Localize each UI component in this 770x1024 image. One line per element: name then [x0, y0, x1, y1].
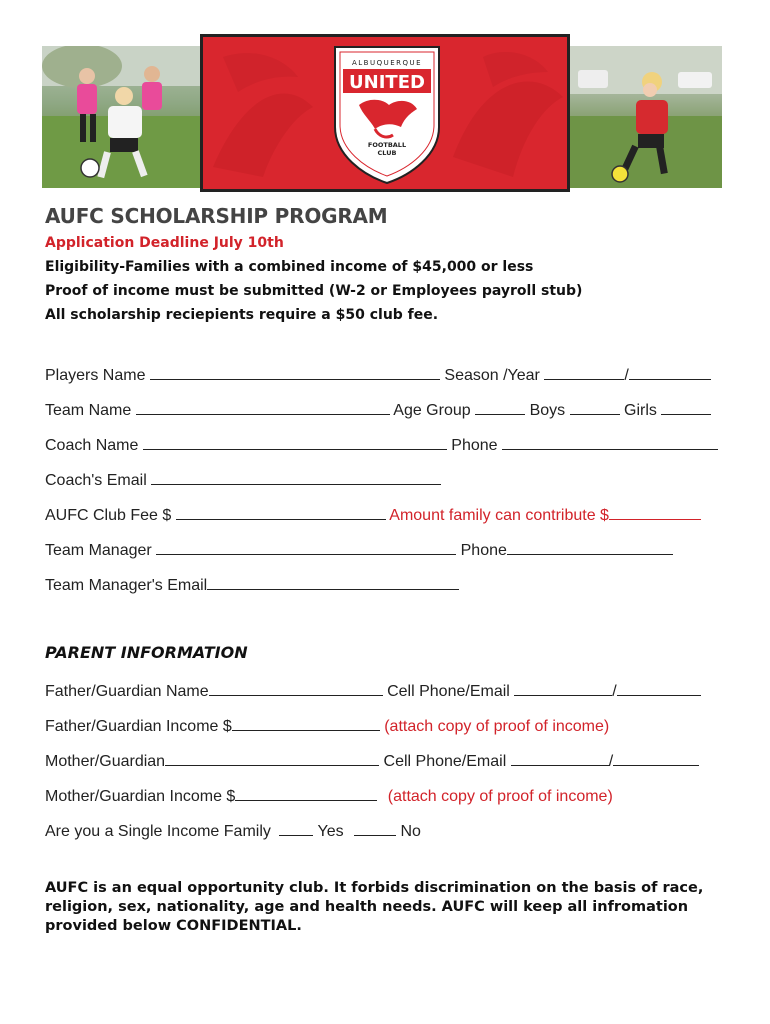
mother-cell-email-slash: / — [608, 753, 614, 770]
team-manager-phone-label: Phone — [460, 542, 507, 559]
girls-field[interactable] — [661, 400, 711, 415]
club-fee-rule: All scholarship reciepients require a $50 club fee. — [45, 307, 439, 323]
boys-field[interactable] — [570, 400, 620, 415]
team-manager-field[interactable] — [156, 540, 456, 555]
players-name-label: Players Name — [45, 367, 146, 384]
club-fee-label: AUFC Club Fee $ — [45, 507, 172, 524]
single-income-yes-label: Yes — [317, 823, 344, 840]
year-field[interactable] — [629, 365, 711, 380]
club-banner — [200, 34, 570, 192]
player-photo-left — [42, 46, 200, 188]
coach-name-label: Coach Name — [45, 437, 139, 454]
coach-email-field[interactable] — [151, 470, 441, 485]
mother-income-label: Mother/Guardian Income $ — [45, 788, 236, 805]
father-cell-email-slash: / — [612, 683, 617, 700]
team-name-row — [45, 400, 711, 421]
coach-phone-label: Phone — [451, 437, 498, 454]
single-income-yes-field[interactable] — [279, 821, 313, 836]
family-contribute-field[interactable] — [609, 505, 701, 520]
season-year-label: Season /Year — [444, 367, 540, 384]
team-name-label: Team Name — [45, 402, 132, 419]
single-income-no-label: No — [400, 823, 421, 840]
single-income-row — [45, 821, 421, 842]
father-income-label: Father/Guardian Income $ — [45, 718, 232, 735]
parent-information-heading: PARENT INFORMATION — [45, 643, 248, 662]
logo-top-text: ALBUQUERQUE — [351, 59, 423, 67]
mother-cell-field[interactable] — [511, 751, 609, 766]
eligibility-rule: Eligibility-Families with a combined income of $45,000 or less — [45, 259, 534, 275]
logo-sub-text-2: CLUB — [377, 149, 397, 157]
father-income-field[interactable] — [232, 716, 380, 731]
logo-main-text: UNITED — [349, 72, 425, 93]
single-income-no-field[interactable] — [354, 821, 396, 836]
equal-opportunity-note: AUFC is an equal opportunity club. It forbids discrimination on the basis of race, religion, sex, nationality, age and health needs. AUFC will keep all infromation provided below CONFIDENTIAL. — [45, 880, 704, 934]
father-name-field[interactable] — [209, 681, 383, 696]
father-name-row — [45, 681, 701, 702]
father-income-row — [45, 716, 609, 737]
page-title: AUFC SCHOLARSHIP PROGRAM — [45, 204, 388, 228]
mother-name-label: Mother/Guardian — [45, 753, 166, 770]
coach-email-row — [45, 470, 441, 491]
mother-attach-note: (attach copy of proof of income) — [387, 788, 613, 805]
application-deadline: Application Deadline July 10th — [45, 235, 284, 251]
coach-name-row — [45, 435, 718, 456]
mother-cell-email-label: Cell Phone/Email — [383, 753, 507, 770]
girls-label: Girls — [624, 402, 657, 419]
coach-phone-field[interactable] — [502, 435, 718, 450]
mother-income-field[interactable] — [235, 786, 377, 801]
father-cell-email-label: Cell Phone/Email — [387, 683, 510, 700]
coach-email-label: Coach's Email — [45, 472, 147, 489]
single-income-label: Are you a Single Income Family — [45, 823, 271, 840]
mother-name-field[interactable] — [165, 751, 379, 766]
players-name-field[interactable] — [150, 365, 440, 380]
coach-name-field[interactable] — [143, 435, 447, 450]
header-banner — [42, 34, 722, 192]
team-manager-row — [45, 540, 673, 561]
age-group-field[interactable] — [475, 400, 525, 415]
season-field[interactable] — [544, 365, 624, 380]
father-name-label: Father/Guardian Name — [45, 683, 209, 700]
mother-income-row — [45, 786, 613, 807]
team-manager-label: Team Manager — [45, 542, 152, 559]
team-manager-email-row — [45, 575, 459, 596]
father-email-field[interactable] — [617, 681, 701, 696]
mother-name-row — [45, 751, 699, 772]
player-photo-right — [570, 46, 722, 188]
logo-sub-text-1: FOOTBALL — [367, 141, 407, 149]
players-name-row — [45, 365, 711, 386]
team-name-field[interactable] — [136, 400, 390, 415]
age-group-label: Age Group — [393, 402, 471, 419]
father-cell-field[interactable] — [514, 681, 612, 696]
proof-of-income-rule: Proof of income must be submitted (W-2 or Employees payroll stub) — [45, 283, 583, 299]
boys-label: Boys — [529, 402, 566, 419]
team-manager-email-field[interactable] — [207, 575, 459, 590]
father-attach-note: (attach copy of proof of income) — [384, 718, 610, 735]
team-manager-phone-field[interactable] — [507, 540, 673, 555]
family-contribute-label: Amount family can contribute $ — [389, 507, 609, 524]
albuquerque-united-logo — [331, 43, 443, 187]
mother-email-field[interactable] — [613, 751, 699, 766]
club-fee-field[interactable] — [176, 505, 386, 520]
season-year-slash: / — [624, 367, 629, 384]
team-manager-email-label: Team Manager's Email — [45, 577, 208, 594]
club-fee-row — [45, 505, 701, 526]
